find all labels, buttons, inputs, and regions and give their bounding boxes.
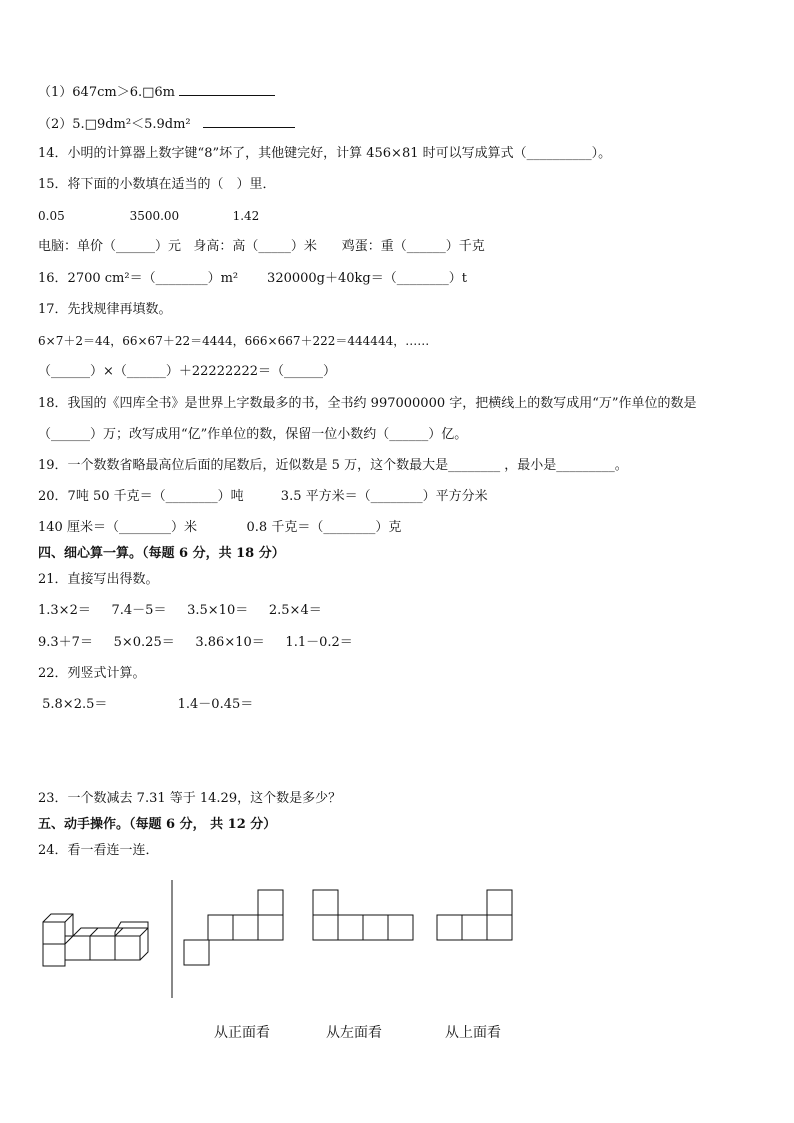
question-21-row2: 9.3＋7＝ 5×0.25＝ 3.86×10＝ 1.1－0.2＝ — [38, 635, 353, 650]
question-23: 23．一个数减去 7.31 等于 14.29，这个数是多少？ — [38, 791, 342, 806]
caption-left-view: 从左面看 — [326, 1025, 382, 1041]
question-15: 15．将下面的小数填在适当的（ ）里． — [38, 177, 276, 192]
question-24: 24．看一看连一连． — [38, 843, 159, 858]
question-15-units: 电脑：单价（______）元 身高：高（_____）米 鸡蛋：重（______）千克 — [38, 239, 485, 254]
question-17: 17．先找规律再填数。 — [38, 302, 172, 317]
question-20-line2: 140 厘米＝（________）米 0.8 千克＝（________）克 — [38, 520, 402, 535]
q13-item-2-text: （2）5.□9dm²＜5.9dm² — [38, 117, 191, 132]
question-20-line1: 20．7吨 50 千克＝（________）吨 3.5 平方米＝（________）平方分米 — [38, 489, 488, 504]
q13-item-1-text: （1）647cm＞6.□6m — [38, 85, 175, 100]
question-18-line1: 18．我国的《四库全书》是世界上字数最多的书，全书约 997000000 字，把横线上的数写成用“万”作单位的数是 — [38, 396, 697, 411]
question-17-blank: （______）×（______）＋22222222＝（______） — [38, 364, 337, 379]
view-shape-c — [437, 890, 512, 940]
question-21: 21．直接写出得数。 — [38, 572, 159, 587]
caption-front-view: 从正面看 — [214, 1025, 270, 1041]
question-22: 22．列竖式计算。 — [38, 666, 146, 681]
question-22-problems: 5.8×2.5＝ 1.4－0.45＝ — [38, 697, 254, 712]
cube-solid-figure — [43, 914, 148, 966]
question-17-sequence: 6×7＋2＝44，66×67＋22＝4444，666×667＋222＝444444，…… — [38, 334, 430, 348]
question-14: 14．小明的计算器上数字键“8”坏了，其他键完好，计算 456×81 时可以写成算式（__________）。 — [38, 146, 612, 161]
caption-top-view: 从上面看 — [445, 1025, 501, 1041]
section-4-heading: 四、细心算一算。（每题 6 分，共 18 分） — [38, 546, 285, 561]
question-18-line2: （______）万；改写成用“亿”作单位的数，保留一位小数约（______）亿。 — [38, 427, 468, 442]
question-16: 16．2700 cm²＝（________）m² 320000g＋40kg＝（________）t — [38, 271, 467, 286]
question-19: 19．一个数数省略最高位后面的尾数后，近似数是 5 万，这个数最大是________ ，最小是_________。 — [38, 458, 628, 473]
view-shape-b — [313, 890, 413, 940]
section-5-heading: 五、动手操作。（每题 6 分， 共 12 分） — [38, 817, 277, 832]
question-21-row1: 1.3×2＝ 7.4－5＝ 3.5×10＝ 2.5×4＝ — [38, 603, 322, 618]
question-15-numbers: 0.05 3500.00 1.42 — [38, 209, 260, 223]
view-shape-a — [184, 890, 283, 965]
